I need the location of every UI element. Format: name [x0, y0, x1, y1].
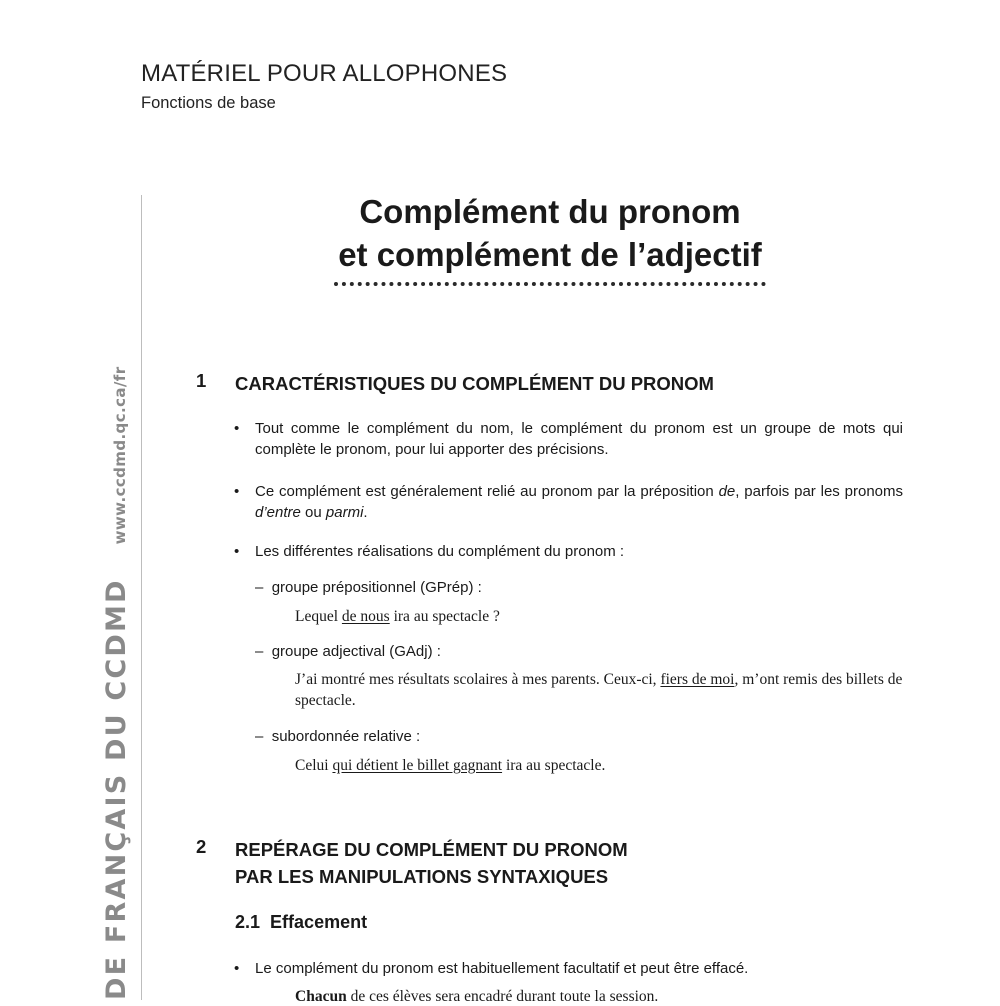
subsection-label: Effacement — [270, 912, 368, 932]
section1-title: CARACTÉRISTIQUES DU COMPLÉMENT DU PRONOM — [235, 373, 714, 394]
document-title-line2: et complément de l’adjectif — [338, 236, 762, 273]
item-label-text: groupe adjectival (GAdj) : — [271, 643, 441, 660]
text-run: Ce complément est généralement relié au pronom par la préposition — [255, 483, 719, 500]
bold-pronoun: Chacun — [295, 988, 347, 1005]
example-sentence — [295, 669, 903, 711]
example-sentence — [295, 755, 903, 776]
bullet-icon: • — [234, 543, 240, 560]
document-title-line1: Complément du pronom — [359, 193, 741, 230]
item-label-text: subordonnée relative : — [271, 728, 421, 745]
text-run: Celui — [295, 757, 333, 774]
side-banner — [101, 366, 132, 1000]
text-run: , m’ont remis des billets de spectacle. — [295, 671, 903, 709]
text-run: de ces élèves sera encadré durant toute la session. — [346, 988, 659, 1005]
text-run: ira au spectacle. — [502, 757, 606, 774]
subsection-title — [235, 912, 367, 933]
example-sentence-cutoff — [295, 988, 658, 1006]
dash-icon: – — [255, 643, 264, 660]
section1-bullet1: Tout comme le complément du nom, le complément du pronom est un groupe de mots qui complète le pronom, pour lui apporter des précisions. — [255, 420, 903, 458]
list-item-label — [255, 641, 441, 662]
section1-bullet2 — [255, 481, 903, 523]
dash-icon: – — [255, 728, 264, 745]
side-org-text: DE FRANÇAIS DU CCDMD — [101, 578, 132, 1000]
underlined-complement: de nous — [341, 608, 390, 625]
list-item-label — [255, 726, 420, 747]
section1-bullet3: Les différentes réalisations du complément du pronom : — [255, 543, 625, 560]
side-url-text: www.ccdmd.qc.ca/fr — [111, 366, 129, 545]
underlined-complement: fiers de moi — [660, 671, 735, 688]
italic-term: parmi — [325, 504, 364, 521]
text-run: ou — [300, 504, 326, 521]
example-sentence — [295, 606, 903, 627]
section2-bullet1: Le complément du pronom est habituellement facultatif et peut être effacé. — [255, 960, 749, 977]
item-label-text: groupe prépositionnel (GPrép) : — [271, 579, 482, 596]
section1-number: 1 — [196, 370, 207, 391]
dash-icon: – — [255, 579, 264, 596]
side-rule — [141, 195, 142, 1000]
text-run: Lequel — [295, 608, 342, 625]
title-dotted-rule — [334, 282, 766, 286]
text-run: J’ai montré mes résultats scolaires à mes parents. Ceux-ci, — [295, 671, 661, 688]
italic-term: d’entre — [255, 504, 301, 521]
section2-title-line1: REPÉRAGE DU COMPLÉMENT DU PRONOM — [235, 839, 628, 860]
section2-title-line2: PAR LES MANIPULATIONS SYNTAXIQUES — [235, 866, 609, 887]
header-title: MATÉRIEL POUR ALLOPHONES — [141, 60, 508, 87]
subsection-number: 2.1 — [235, 912, 261, 932]
header-subtitle: Fonctions de base — [141, 94, 276, 112]
underlined-complement: qui détient le billet gagnant — [332, 757, 503, 774]
text-run: , parfois par les pronoms — [735, 483, 903, 500]
text-run: ira au spectacle ? — [389, 608, 500, 625]
bullet-icon: • — [234, 420, 240, 437]
document-title — [300, 190, 800, 276]
bullet-icon: • — [234, 960, 240, 977]
section2-title — [235, 836, 628, 890]
bullet-icon: • — [234, 483, 240, 500]
section2-number: 2 — [196, 836, 207, 857]
list-item-label — [255, 577, 482, 598]
italic-term: de — [718, 483, 736, 500]
text-run: . — [363, 504, 368, 521]
